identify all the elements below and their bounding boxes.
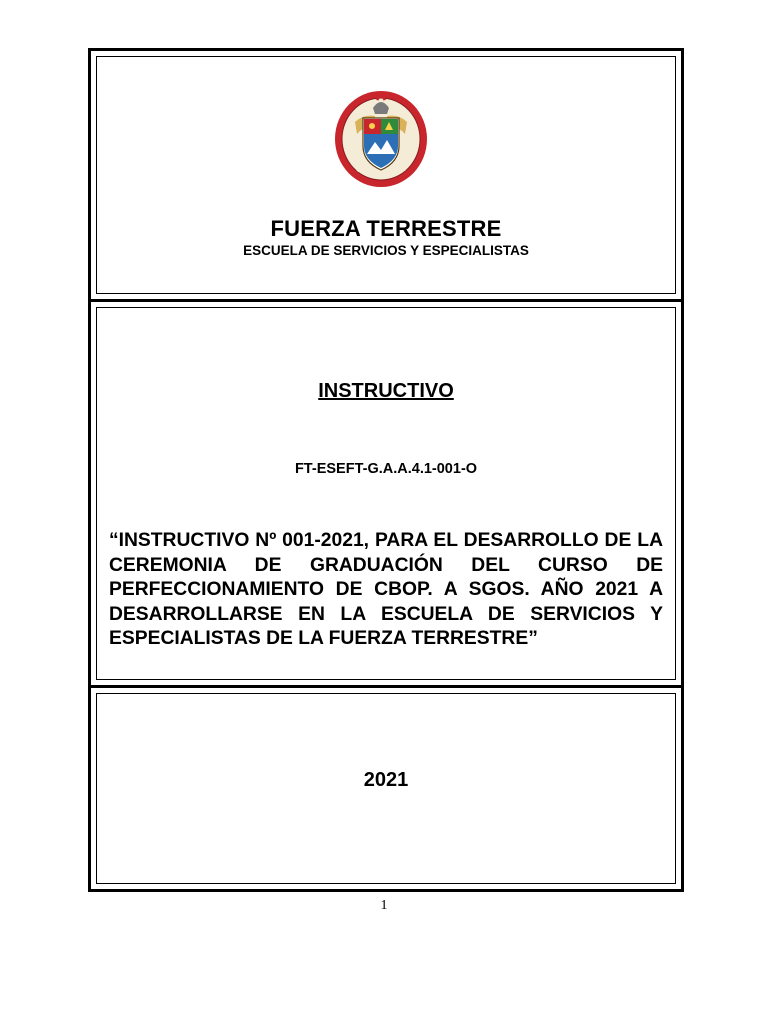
year-section xyxy=(91,688,681,889)
document-description: “INSTRUCTIVO Nº 001-2021, PARA EL DESARROLLO DE LA CEREMONIA DE GRADUACIÓN DEL CURSO DE PERFECCIONAMIENTO DE CBOP. A SGOS. AÑO 2021 A DESARROLLARSE EN LA ESCUELA DE SERVICIOS Y ESPECIALISTAS DE LA FUERZA TERRESTRE” xyxy=(109,530,663,650)
document-info-section xyxy=(91,302,681,688)
document-type-heading: INSTRUCTIVO xyxy=(318,380,454,402)
page-number: 1 xyxy=(380,898,388,913)
header-inner-border xyxy=(96,56,676,294)
document-info-inner-border xyxy=(96,307,676,680)
header-section xyxy=(91,51,681,302)
organization-title: FUERZA TERRESTRE xyxy=(270,216,502,241)
school-subtitle: ESCUELA DE SERVICIOS Y ESPECIALISTAS xyxy=(243,243,529,258)
coat-of-arms-seal-icon xyxy=(333,88,429,188)
document-year: 2021 xyxy=(363,769,409,791)
year-inner-border xyxy=(96,693,676,884)
document-code: FT-ESEFT-G.A.A.4.1-001-O xyxy=(294,461,478,477)
cover-frame xyxy=(88,48,684,892)
